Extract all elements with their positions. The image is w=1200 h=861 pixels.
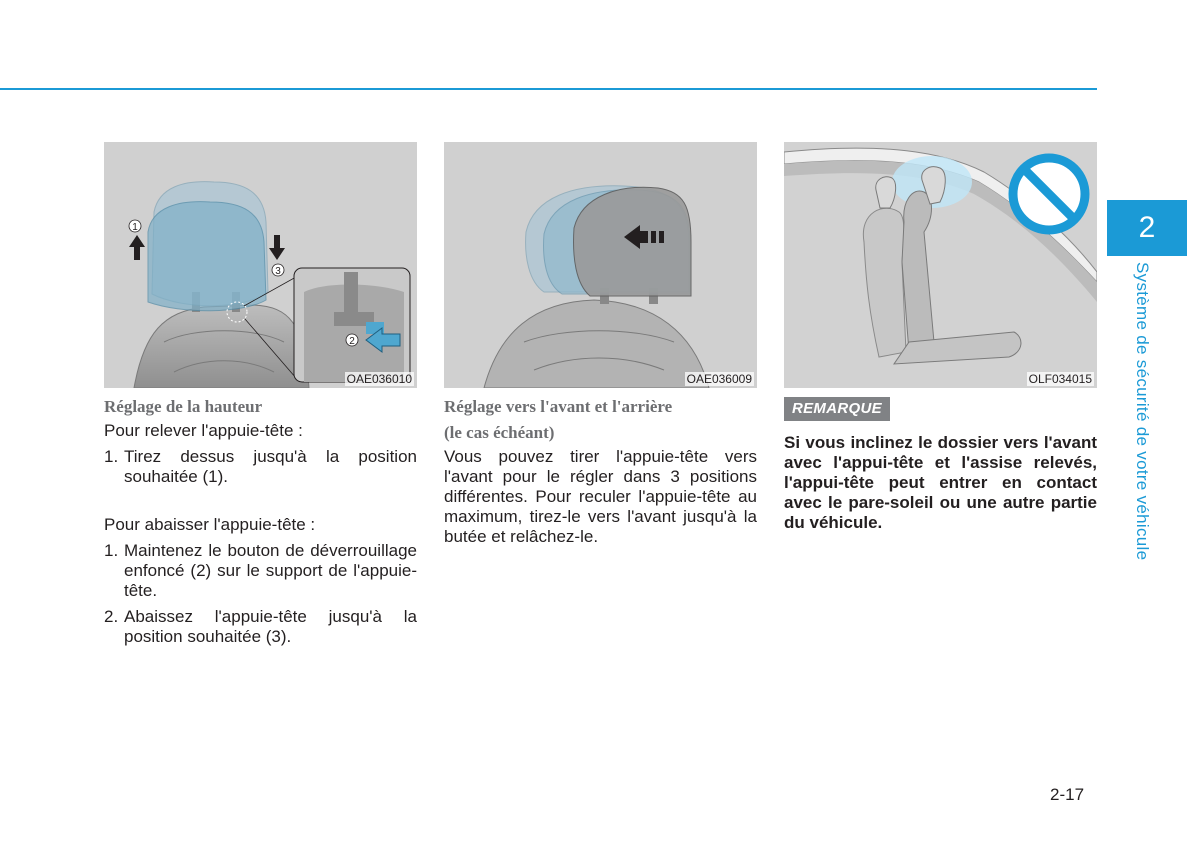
headrest-forward-illustration [444, 142, 757, 388]
list-item: 1. Maintenez le bouton de déverrouillage enfoncé (2) sur le support de l'appuie-tête. [104, 541, 417, 600]
section-heading: Réglage de la hauteur [104, 397, 263, 416]
seat-contact-illustration [784, 142, 1097, 388]
raise-steps [104, 447, 417, 487]
figure-code: OLF034015 [1028, 372, 1092, 386]
section-height-adjustment [104, 395, 417, 653]
figure-height-adjustment [104, 142, 417, 388]
section-note [784, 395, 1097, 533]
svg-text:2: 2 [349, 336, 355, 347]
list-item: 2. Abaissez l'appuie-tête jusqu'à la position souhaitée (3). [104, 607, 417, 646]
figure-code: OAE036010 [346, 372, 412, 386]
section-heading-sub: (le cas échéant) [444, 423, 555, 442]
top-rule [0, 88, 1097, 90]
chapter-tab: 2 [1107, 200, 1187, 256]
headrest-height-illustration [104, 142, 417, 388]
svg-text:3: 3 [275, 266, 281, 277]
section-body: Vous pouvez tirer l'appuie-tête vers l'avant pour le régler dans 3 positions différentes. Pour reculer l'appuie-tête au maximum, tirez-le vers l'avant jusqu'à la butée et relâchez-le. [444, 447, 757, 546]
page-number: 2-17 [1050, 785, 1085, 804]
figure-caution-sunvisor [784, 142, 1097, 388]
arrow-up-icon [129, 235, 145, 260]
note-text: Si vous inclinez le dossier vers l'avant avec l'appui-tête et l'assise relevés, l'appui-tête peut entrer en contact avec le pare-soleil ou une autre partie du véhicule. [784, 433, 1097, 532]
lower-intro: Pour abaisser l'appuie-tête : [104, 515, 316, 534]
arrow-down-icon [269, 235, 285, 260]
note-badge: REMARQUE [784, 397, 890, 421]
raise-intro: Pour relever l'appuie-tête : [104, 421, 303, 440]
chapter-title: Système de sécurité de votre véhicule [1133, 262, 1152, 561]
svg-text:1: 1 [132, 222, 138, 233]
figure-forward-backward-adjustment [444, 142, 757, 388]
figure-code: OAE036009 [686, 372, 752, 386]
section-heading: Réglage vers l'avant et l'arrière [444, 397, 673, 416]
lower-steps [104, 541, 417, 647]
section-forward-backward [444, 395, 757, 547]
list-item: 1. Tirez dessus jusqu'à la position souhaitée (1). [104, 447, 417, 486]
prohibited-icon [1013, 158, 1085, 230]
